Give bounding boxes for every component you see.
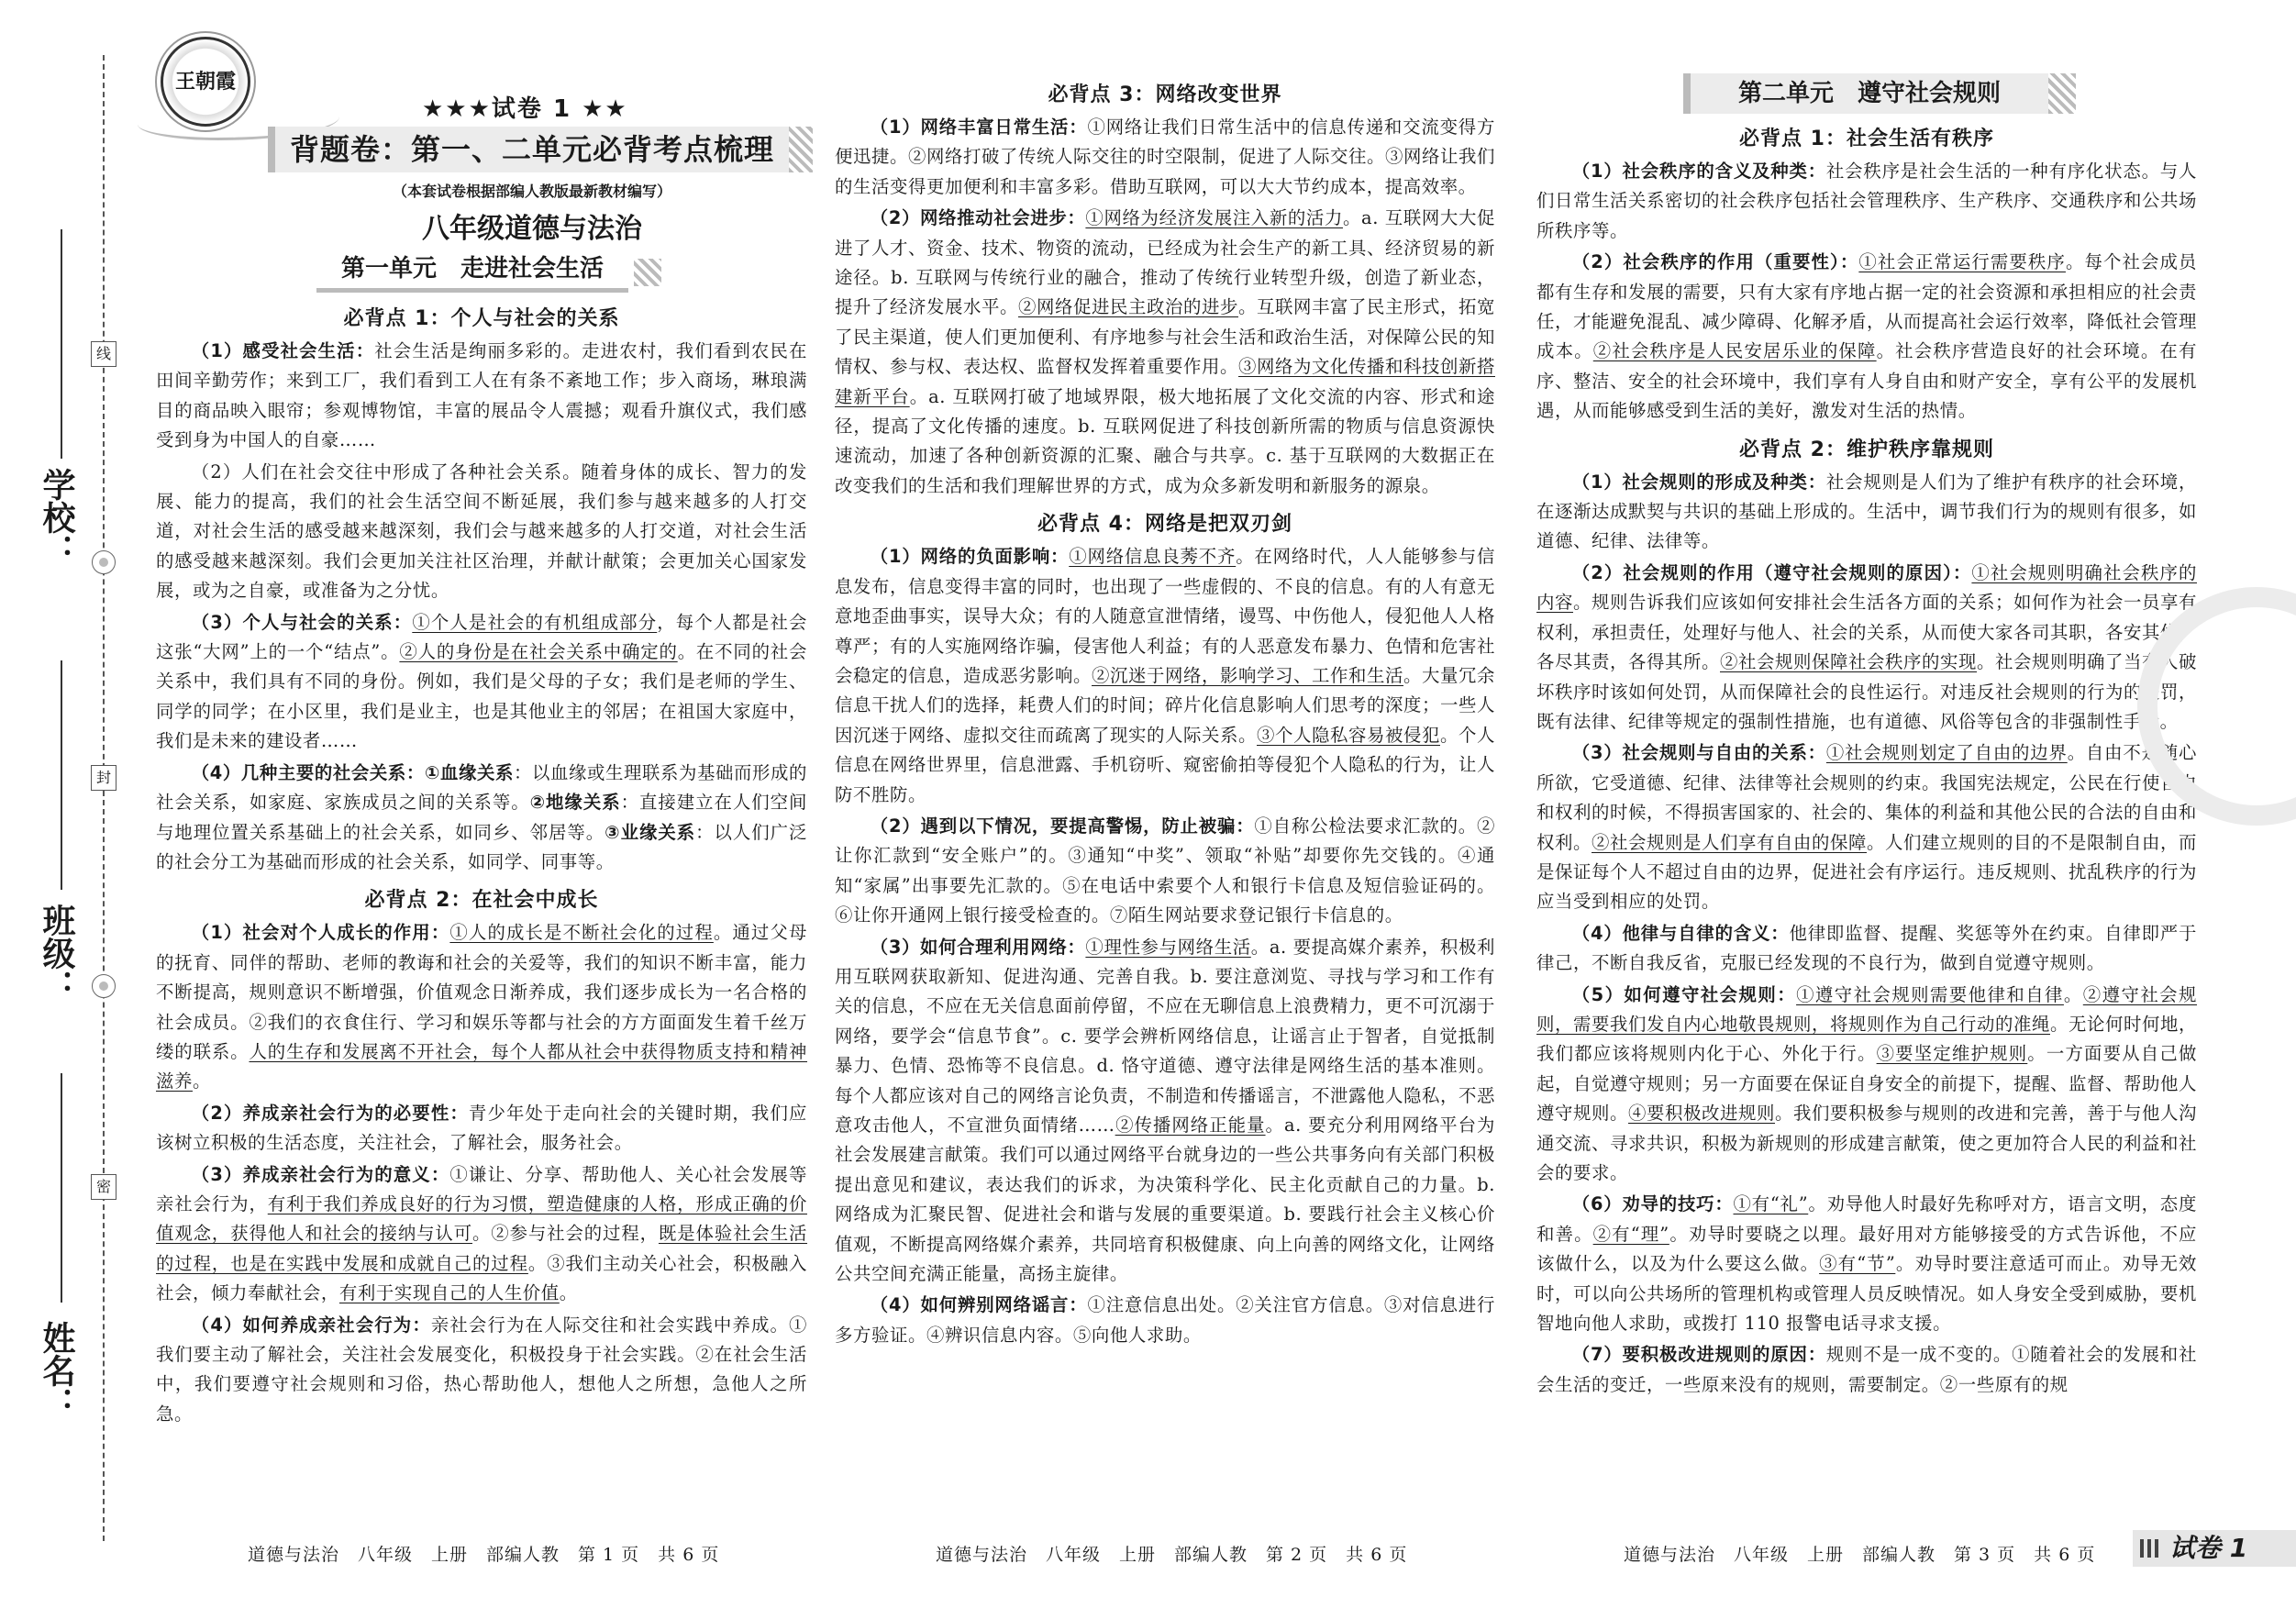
subject-title: 八年级道德与法治	[422, 213, 642, 245]
paragraph: （2）人们在社会交往中形成了各种社会关系。随着身体的成长、智力的发展、能力的提高，我们的社会生活空间不断延展，我们参与越来越多的人打交道，对社会生活的感受越来越深刻，我们会与越来越多的人打交道，对社会生活的感受越来越深刻。我们会更加关注社区治理，并献计献策；会更加关心国家发展，或为之自豪，或准备为之分忧。	[156, 460, 807, 602]
cut-line	[103, 55, 105, 1541]
binding-strip	[0, 0, 147, 1597]
paragraph: （1）感受社会生活：社会生活是绚丽多彩的。走进农村，我们看到农民在田间辛勤劳作；来到工厂，我们看到工人在有条不紊地工作；步入商场，琳琅满目的商品映入眼帘；参观博物馆，丰富的展品令人震撼；观看升旗仪式，我们感受到身为中国人的自豪……	[156, 340, 807, 451]
paragraph: （2）网络推动社会进步：①网络为经济发展注入新的活力。a. 互联网大大促进了人才、资金、技术、物资的流动，已经成为社会生产的新工具、经济贸易的新途径。b. 互联网与传统行业的融合，推动了传统行业转型升级，创造了新业态，提升了经济发展水平。②网络促进民主政治的进步。互联网丰富了民主形式，拓宽了民主渠道，使人们更加便利、有序地参与社会生活和政治生活，对保障公民的知情权、参与权、表达权、监督权发挥着重要作用。③网络为文化传播和科技创新搭建新平台。a. 互联网打破了地域界限，极大地拓展了文化交流的内容、形式和途径，提高了文化传播的速度。b. 互联网促进了科技创新所需的物质与信息资源快速流动，加速了各种创新资源的汇聚、融合与共享。c. 基于互联网的大数据正在改变我们的生活和我们理解世界的方式，成为众多新发明和新服务的源泉。	[835, 207, 1495, 496]
paragraph: （4）几种主要的社会关系：①血缘关系：以血缘或生理联系为基础而形成的社会关系，如家庭、家族成员之间的关系等。②地缘关系：直接建立在人们空间与地理位置关系基础上的社会关系，如同乡、邻居等。③业缘关系：以人们广泛的社会分工为基础而形成的社会关系，如同学、同事等。	[156, 761, 808, 872]
paragraph: （4）如何辨别网络谣言：①注意信息出处。②关注官方信息。③对信息进行多方验证。④辨识信息内容。⑤向他人求助。	[835, 1294, 1495, 1346]
footer-page-3: 道德与法治 八年级 上册 部编人教 第 3 页 共 6 页	[1624, 1545, 2096, 1565]
school-field[interactable]	[61, 229, 62, 459]
paragraph: （2）社会规则的作用（遵守社会规则的原因）：①社会规则明确社会秩序的内容。规则告诉我们应该如何安排社会生活各方面的关系；如何作为社会一员享有权利，承担责任，处理好与他人、社会的关系，从而使大家各司其职，各安其位，各尽其责，各得其所。②社会规则保障社会秩序的实现。社会规则明确了当有人破坏秩序时该如何处罚，从而保障社会的良性运行。对违反社会规则的行为的处罚，既有法律、纪律等规定的强制性措施，也有道德、风俗等包含的非强制性手段。	[1536, 561, 2197, 732]
paragraph: （2）遇到以下情况，要提高警惕，防止被骗：①自称公检法要求汇款的。②让你汇款到“安全账户”的。③通知“中奖”、领取“补贴”却要你先交钱的。④通知“家属”出事要先汇款的。⑤在电话中索要个人和银行卡信息及短信验证码的。⑥让你开通网上银行接受检查的。⑦陌生网站要求登记银行卡信息的。	[835, 815, 1495, 926]
paragraph: （5）如何遵守社会规则：①遵守社会规则需要他律和自律。②遵守社会规则，需要我们发自内心地敬畏规则，将规则作为自己行动的准绳。无论何时何地，我们都应该将规则内化于心、外化于行。③要坚定维护规则。一方面要从自己做起，自觉遵守规则；另一方面要在保证自身安全的前提下，提醒、监督、帮助他人遵守规则。④要积极改进规则。我们要积极参与规则的改进和完善，善于与他人沟通交流、寻求共识，积极为新规则的形成建言献策，使之更加符合人民的利益和社会的要求。	[1536, 983, 2198, 1183]
paragraph: （4）如何养成亲社会行为：亲社会行为在人际交往和社会实践中养成。①我们要主动了解社会，关注社会发展变化，积极投身于社会实践。②在社会生活中，我们要遵守社会规则和习俗，热心帮助他人，想他人之所想，急他人之所急。	[156, 1314, 808, 1425]
paragraph: （3）养成亲社会行为的意义：①谦让、分享、帮助他人、关心社会发展等亲社会行为，有利于我们养成良好的行为习惯，塑造健康的人格，形成正确的价值观念，获得他人和社会的接纳与认可。②参与社会的过程，既是体验社会生活的过程，也是在实践中发展和成就自己的过程。③我们主动关心社会，积极融入社会，倾力奉献社会，有利于实现自己的人生价值。	[156, 1163, 808, 1304]
paragraph: （2）社会秩序的作用（重要性）：①社会正常运行需要秩序。每个社会成员都有生存和发展的需要，只有大家有序地占据一定的社会资源和承担相应的社会责任，才能避免混乱、减少障碍、化解矛盾，从而提高社会运行效率，降低社会管理成本。②社会秩序是人民安居乐业的保障。社会秩序营造良好的社会环境。在有序、整洁、安全的社会环境中，我们享有人身自由和财产安全，享有公平的发展机遇，从而能够感受到生活的美好，激发对生活的热情。	[1536, 251, 2197, 422]
paragraph: （3）社会规则与自由的关系：①社会规则划定了自由的边界。自由不是随心所欲，它受道德、纪律、法律等社会规则的约束。我国宪法规定，公民在行使自由和权利的时候，不得损害国家的、社会的、集体的利益和其他公民的合法的自由和权利。②社会规则是人们享有自由的保障。人们建立规则的目的不是限制自由，而是保证每个人不超过自由的边界，促进社会有序运行。违反规则、扰乱秩序的行为应当受到相应的处罚。	[1536, 742, 2197, 913]
paragraph: （1）社会对个人成长的作用：①人的成长是不断社会化的过程。通过父母的抚育、同伴的帮助、老师的教诲和社会的关爱等，我们的知识不断丰富，能力不断提高，规则意识不断增强，价值观念日渐养成，我们逐步成长为一名合格的社会成员。②我们的衣食住行、学习和娱乐等都与社会的方方面面发生着千丝万缕的联系。人的生存和发展离不开社会，每个人都从社会中获得物质支持和精神滋养。	[156, 922, 808, 1092]
paragraph: （1）社会秩序的含义及种类：社会秩序是社会生活的一种有序化状态。与人们日常生活关系密切的社会秩序包括社会管理秩序、生产秩序、交通秩序和公共场所秩序等。	[1536, 161, 2197, 241]
paper-tag: ★★★试卷 1 ★★	[422, 95, 628, 123]
point2-heading: 必背点 2：维护秩序靠规则	[1739, 438, 1994, 461]
paper-badge: 试卷 1	[2133, 1530, 2296, 1567]
class-field[interactable]	[61, 660, 62, 890]
paragraph: （2）养成亲社会行为的必要性：青少年处于走向社会的关键时期，我们应该树立积极的生活态度，关注社会，了解社会，服务社会。	[156, 1102, 807, 1154]
paragraph: （3）个人与社会的关系：①个人是社会的有机组成部分，每个人都是社会这张“大网”上的一个“结点”。②人的身份是在社会关系中确定的。在不同的社会关系中，我们具有不同的身份。例如，我们是父母的子女；我们是老师的学生、同学的同学；在小区里，我们是业主，也是其他业主的邻居；在祖国大家庭中，我们是未来的建设者……	[156, 611, 807, 752]
column-1	[156, 295, 807, 1431]
point1-heading: 必背点 1：社会生活有秩序	[1739, 128, 1994, 150]
footer-page-1: 道德与法治 八年级 上册 部编人教 第 1 页 共 6 页	[248, 1545, 720, 1565]
paragraph: （1）社会规则的形成及种类：社会规则是人们为了维护有秩序的社会环境，在逐渐达成默契与共识的基础上形成的。生活中，调节我们行为的规则有很多，如道德、纪律、法律等。	[1536, 471, 2197, 552]
paragraph: （1）网络丰富日常生活：①网络让我们日常生活中的信息传递和交流变得方便迅捷。②网络打破了传统人际交往的时空限制，促进了人际交往。③网络让我们的生活变得更加便利和丰富多彩。借助互联网，可以大大节约成本，提高效率。	[835, 116, 1495, 197]
column-3	[1536, 116, 2197, 1402]
unit2-title: 第二单元 遵守社会规则	[1683, 73, 2048, 114]
point2-heading: 必背点 2：在社会中成长	[364, 889, 599, 913]
name-label: 姓名：	[38, 1321, 76, 1420]
paragraph: （1）网络的负面影响：①网络信息良莠不齐。在网络时代，人人能够参与信息发布，信息变得丰富的同时，也出现了一些虚假的、不良的信息。有的人有意无意地歪曲事实，误导大众；有的人随意宣泄情绪，谩骂、中伤他人，侵犯他人人格尊严；有的人实施网络诈骗，侵害他人利益；有的人恶意发布暴力、色情和危害社会稳定的信息，造成恶劣影响。②沉迷于网络，影响学习、工作和生活。大量冗余信息干扰人们的选择，耗费人们的时间；碎片化信息影响人们思考的深度；一些人因沉迷于网络、虚拟交往而疏离了现实的人际关系。③个人隐私容易被侵犯。个人信息在网络世界里，信息泄露、手机窃听、窥密偷拍等侵犯个人隐私的行为，让人防不胜防。	[835, 546, 1495, 805]
paragraph: （6）劝导的技巧：①有“礼”。劝导他人时最好先称呼对方，语言文明，态度和善。②有“理”。劝导时要晓之以理。最好用对方能够接受的方式告诉他，不应该做什么，以及为什么要这么做。③有“节”。劝导时要注意适可而止。劝导无效时，可以向公共场所的管理机构或管理人员反映情况。如人身安全受到威胁，要机智地向他人求助，或拨打 110 报警电话寻求支援。	[1536, 1193, 2197, 1335]
paragraph: （7）要积极改进规则的原因：规则不是一成不变的。①随着社会的发展和社会生活的变迁，一些原来没有的规则，需要制定。②一些原有的规	[1536, 1344, 2197, 1395]
bind-mark-secret: 密	[91, 1174, 116, 1200]
footer-page-2: 道德与法治 八年级 上册 部编人教 第 2 页 共 6 页	[936, 1545, 1408, 1565]
page-title: 背题卷：第一、二单元必背考点梳理	[268, 127, 789, 172]
edition-note: （本套试卷根据部编人教版最新教材编写）	[392, 183, 671, 200]
column-2	[835, 72, 1495, 1352]
class-label: 班级：	[38, 904, 76, 1003]
bind-mark-line: 线	[91, 341, 116, 367]
paragraph: （3）如何合理利用网络：①理性参与网络生活。a. 要提高媒介素养，积极利用互联网获取新知、促进沟通、完善自我。b. 要注意浏览、寻找与学习和工作有关的信息，不应在无关信息面前停留，不应在无聊信息上浪费精力，更不可沉溺于网络，要学会“信息节食”。c. 要学会辨析网络信息，让谣言止于智者，自觉抵制暴力、色情、恐怖等不良信息。d. 恪守道德、遵守法律是网络生活的基本准则。每个人都应该对自己的网络言论负责，不制造和传播谣言，不泄露他人隐私，不恶意攻击他人，不宣泄负面情绪……②传播网络正能量。a. 要充分利用网络平台为社会发展建言献策。我们可以通过网络平台就身边的一些公共事务向有关部门积极提出意见和建议，表达我们的诉求，为决策科学化、民主化贡献自己的力量。b. 网络成为汇聚民智、促进社会和谐与发展的重要渠道。b. 要践行社会主义核心价值观，不断提高网络媒介素养，共同培育积极健康、向上向善的网络文化，让网络公共空间充满正能量，高扬主旋律。	[835, 936, 1496, 1285]
logo-text: 王朝霞	[174, 70, 236, 94]
bind-mark-seal: 封	[91, 765, 116, 791]
paragraph: （4）他律与自律的含义：他律即监督、提醒、奖惩等外在约束。自律即严于律己，不断自我反省，克服已经发现的不良行为，做到自觉遵守规则。	[1536, 922, 2197, 974]
binding-hole	[92, 974, 116, 998]
unit1-title: 第一单元 走进社会生活	[316, 250, 628, 293]
point4-heading: 必背点 4：网络是把双刃剑	[1037, 513, 1292, 537]
binding-hole	[92, 550, 116, 574]
point3-heading: 必背点 3：网络改变世界	[1048, 83, 1282, 106]
brand-logo	[161, 37, 250, 127]
name-field[interactable]	[61, 1073, 62, 1303]
school-label: 学校：	[38, 468, 76, 567]
point1-heading: 必背点 1：个人与社会的关系	[343, 307, 620, 330]
